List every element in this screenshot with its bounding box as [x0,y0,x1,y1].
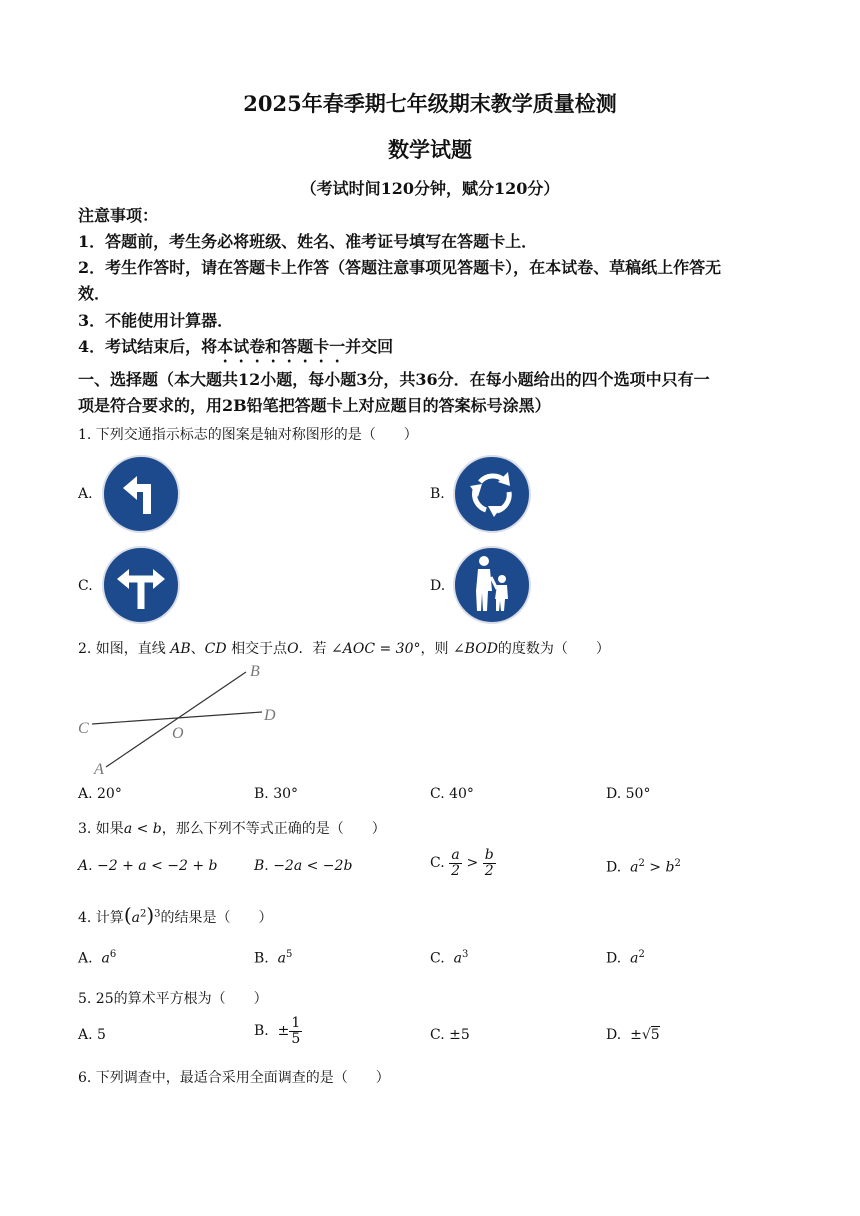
q6-stem: 6. 下列调查中，最适合采用全面调查的是（ ） [78,1070,390,1086]
q2-sep: 、 [190,641,205,657]
q2-line-ab: AB [170,641,191,657]
q3-option-d-a: a [630,859,639,876]
q3-option-d-symbol: > [649,859,662,876]
note-item-4-prefix: 4．考试结束后，将 [78,337,218,356]
q4-option-a: A. $a^6$ [78,949,117,967]
q5-option-d-label: D. [606,1027,622,1043]
q3-option-a: A. −2 + a < −2 + b [78,858,218,874]
q3-option-d-label: D. [606,859,622,876]
exam-time-note: （考试时间120分钟，赋分120分） [300,179,560,198]
q2-stem-end: 的度数为（ ） [497,641,610,657]
note-item-4 [78,334,393,366]
q5-option-b-label: B. [254,1023,269,1040]
intersecting-lines-figure [70,660,300,782]
q2-stem-mid: 相交于点 [231,641,288,657]
q2-option-a: A. 20° [78,786,122,802]
label-b: B [250,663,260,680]
q4-stem-prefix: 4. 计算 [78,910,124,926]
label-o: O [172,725,184,742]
q4-option-b: B. $a^5$ [254,949,293,967]
q1-option-d-label: D. [430,578,446,594]
q4-stem: 4. 计算$(a^2)^3$的结果是（ ） [78,903,273,927]
q3-option-d-exp-b: 2 [674,858,681,869]
q3-option-c-symbol: > [466,855,479,872]
q1-stem: 1. 下列交通指示标志的图案是轴对称图形的是（ ） [78,427,418,443]
section1-line1: 一、选择题（本大题共12小题，每小题3分，共36分．在每小题给出的四个选项中只有一 [78,370,710,389]
q5-option-c: C. ±5 [430,1027,470,1043]
q2-option-c: C. 40° [430,786,474,802]
q3-stem [78,818,386,838]
q2-line-cd: CD [204,641,227,657]
q3-option-d-exp-a: 2 [638,858,645,869]
notes-heading: 注意事项： [78,206,159,225]
q3-stem-prefix: 3. 如果 [78,821,124,837]
q4-stem-end: 的结果是（ ） [160,910,273,926]
sqrt-icon: √ [641,1027,651,1043]
q3-option-d [606,858,681,876]
q4-base: a [131,910,140,926]
q1-option-b-label: B. [430,486,445,502]
q3-frac-a: $\frac{a}{2}$ [451,847,461,879]
q1-option-c-label: C. [78,578,93,594]
q5-option-d-radicand: 5 [650,1027,660,1043]
q2-stem [78,638,610,658]
q4-outer-exp: 3 [154,908,161,920]
roundabout-sign-icon [450,454,534,534]
q5-stem: 5. 25的算术平方根为（ ） [78,991,268,1007]
label-a: A [94,761,104,778]
q4-option-d: D. $a^2$ [606,949,645,967]
q3-option-b: B. −2a < −2b [254,858,353,874]
q4-inner-exp: 2 [139,908,147,920]
line-ab [106,672,246,767]
label-c: C [78,720,89,737]
note-item-4-emphasis: 本试卷和答题卡一 [217,337,346,356]
turn-left-sign-icon [99,454,183,534]
note-item-2-cont: 效． [78,284,111,303]
q5-option-d-pm: ± [630,1027,642,1043]
q2-point-o: O [287,641,299,657]
q3-frac-b: $\frac{b}{2}$ [484,847,494,879]
note-item-4-suffix: 并交回 [345,337,394,356]
q5-option-b-pm: ± [277,1023,290,1040]
q1-option-a-label: A. [78,486,93,502]
note-item-2: 2．考生作答时，请在答题卡上作答（答题注意事项见答题卡），在本试卷、草稿纸上作答无 [78,258,722,277]
exam-subtitle: 数学试题 [388,137,472,162]
q2-target-angle: ∠BOD [452,641,498,657]
q2-stem-mid3: ，则 [420,641,449,657]
q2-option-d: D. 50° [606,786,651,802]
q3-option-c [430,848,496,878]
q5-option-a: A. 5 [78,1027,106,1043]
note-item-1: 1．答题前，考生务必将班级、姓名、准考证号填写在答题卡上． [78,232,538,251]
exam-title: 2025年春季期七年级期末教学质量检测 [243,91,617,116]
q5-option-b-frac: $\frac{1}{5}$ [291,1015,301,1047]
q3-option-c-label: C. [430,855,445,872]
q4-option-c: C. $a^3$ [430,949,469,967]
label-d: D [264,707,276,724]
q2-stem-prefix: 2. 如图，直线 [78,641,166,657]
q2-option-b: B. 30° [254,786,299,802]
pedestrian-sign-icon [450,545,534,625]
q5-option-d [606,1027,660,1043]
q2-given-angle: ∠AOC = 30° [331,641,421,657]
q5-option-b [254,1016,302,1046]
note-item-3: 3．不能使用计算器． [78,311,234,330]
q3-condition: a < b [123,821,162,837]
line-cd [92,712,262,724]
section1-line2: 项是符合要求的，用2B铅笔把答题卡上对应题目的答案标号涂黑） [78,396,551,415]
q3-stem-end: ，那么下列不等式正确的是（ ） [161,821,386,837]
q3-option-d-b: b [665,859,675,876]
left-right-arrow-sign-icon [99,545,183,625]
q2-stem-mid2: ．若 [298,641,327,657]
